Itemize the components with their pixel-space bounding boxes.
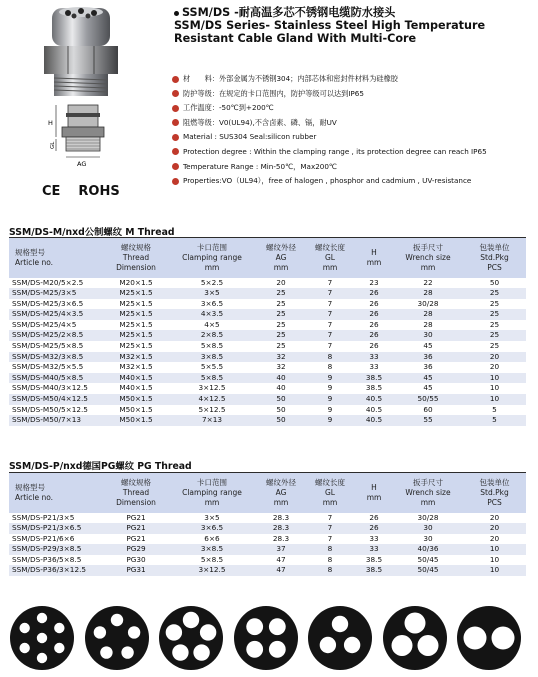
table-cell: 3×8.5	[167, 544, 257, 555]
table-cell: 28.3	[257, 534, 305, 545]
bullet-icon	[172, 105, 179, 112]
table-cell: 45	[393, 373, 463, 384]
column-header-line: mm	[420, 497, 436, 507]
table-row	[9, 309, 526, 320]
column-header-line: Thread	[122, 252, 150, 262]
table-cell: 40	[257, 373, 305, 384]
column-header-line: GL	[325, 252, 335, 262]
table-cell: 40	[257, 383, 305, 394]
pg-thread-body	[9, 513, 526, 577]
spec-list	[172, 72, 534, 189]
table-cell: SSM/DS-M40/5×8.5	[9, 373, 105, 384]
column-header-line: 包装单位	[479, 242, 510, 252]
table-cell: SSM/DS-P36/5×8.5	[9, 555, 105, 566]
table-cell: 28	[393, 309, 463, 320]
column-header-line: H	[371, 482, 377, 492]
column-header-line: 包装单位	[479, 477, 510, 487]
table-cell: 5	[463, 415, 526, 426]
table-cell: 5×8.5	[167, 373, 257, 384]
column-header-line: mm	[366, 492, 382, 502]
seal-3-hole-icon	[307, 605, 373, 671]
title-block	[174, 6, 536, 45]
ce-mark: CE	[42, 184, 61, 199]
column-header	[9, 238, 105, 278]
bullet-icon	[172, 148, 179, 155]
table-cell: 50	[257, 405, 305, 416]
table-cell: 25	[257, 341, 305, 352]
table-cell: SSM/DS-P21/6×6	[9, 534, 105, 545]
table-cell: 25	[257, 320, 305, 331]
table-cell: PG29	[105, 544, 167, 555]
column-header-line: mm	[420, 262, 436, 272]
table-cell: 26	[355, 330, 393, 341]
table-cell: SSM/DS-M25/4×3.5	[9, 309, 105, 320]
table-row	[9, 383, 526, 394]
column-header	[167, 473, 257, 513]
table-cell: 4×5	[167, 320, 257, 331]
table-cell: 2×8.5	[167, 330, 257, 341]
table-cell: 38.5	[355, 555, 393, 566]
table-cell: SSM/DS-M50/7×13	[9, 415, 105, 426]
column-header-line: Clamping range	[182, 487, 242, 497]
table-cell: SSM/DS-M25/5×8.5	[9, 341, 105, 352]
m-thread-title: SSM/DS-M/nxd公制螺纹 M Thread	[9, 227, 175, 238]
spec-text: 材 料：外部金属为不锈钢304；内部芯体和密封件材料为硅橡胶	[183, 74, 398, 83]
table-cell: 25	[257, 330, 305, 341]
table-row	[9, 299, 526, 310]
table-cell: 33	[355, 352, 393, 363]
column-header-line: AG	[275, 487, 287, 497]
table-cell: 32	[257, 362, 305, 373]
seal-4-hole-icon	[233, 605, 299, 671]
table-cell: 10	[463, 544, 526, 555]
table-row	[9, 415, 526, 426]
table-cell: PG21	[105, 534, 167, 545]
table-cell: 26	[355, 309, 393, 320]
bullet-icon	[172, 134, 179, 141]
table-cell: 26	[355, 299, 393, 310]
table-row	[9, 330, 526, 341]
table-cell: 38.5	[355, 383, 393, 394]
column-header-line: mm	[273, 497, 289, 507]
column-header-line: PCS	[487, 262, 502, 272]
column-header-line: H	[371, 247, 377, 257]
table-cell: 5×2.5	[167, 278, 257, 289]
column-header-line: Thread	[122, 487, 150, 497]
column-header-line: mm	[322, 497, 338, 507]
column-header-line: Dimension	[116, 262, 156, 272]
spec-item	[172, 160, 534, 175]
table-cell: 7	[305, 278, 355, 289]
table-cell: 3×12.5	[167, 565, 257, 576]
column-header	[257, 473, 305, 513]
table-row	[9, 405, 526, 416]
table-cell: 8	[305, 362, 355, 373]
table-cell: 50/45	[393, 565, 463, 576]
table-cell: 8	[305, 555, 355, 566]
table-cell: 36	[393, 352, 463, 363]
column-header-line: 卡口范围	[197, 242, 227, 252]
table-cell: 7	[305, 330, 355, 341]
table-cell: SSM/DS-M32/5×5.5	[9, 362, 105, 373]
table-cell: 9	[305, 383, 355, 394]
table-cell: 9	[305, 394, 355, 405]
table-cell: 33	[355, 544, 393, 555]
spec-item	[172, 130, 534, 145]
column-header-line: mm	[204, 497, 220, 507]
column-header	[105, 238, 167, 278]
title-en-line-2: Resistant Cable Gland With Multi-Core	[174, 32, 417, 45]
table-cell: 30	[393, 534, 463, 545]
spec-item	[172, 101, 534, 116]
table-cell: M25×1.5	[105, 309, 167, 320]
spec-item	[172, 145, 534, 160]
column-header	[393, 473, 463, 513]
cable-gland-illustration	[6, 4, 156, 169]
table-cell: 25	[463, 309, 526, 320]
table-row	[9, 523, 526, 534]
table-cell: 6×6	[167, 534, 257, 545]
seal-5-hole-icon	[84, 605, 150, 671]
table-cell: 45	[393, 341, 463, 352]
table-cell: PG30	[105, 555, 167, 566]
column-header-line: Article no.	[15, 492, 54, 502]
table-cell: PG21	[105, 513, 167, 524]
table-cell: SSM/DS-M20/5×2.5	[9, 278, 105, 289]
table-cell: 37	[257, 544, 305, 555]
table-cell: M50×1.5	[105, 415, 167, 426]
table-cell: 28	[393, 320, 463, 331]
table-cell: 55	[393, 415, 463, 426]
table-cell: M40×1.5	[105, 373, 167, 384]
table-cell: SSM/DS-P36/3×12.5	[9, 565, 105, 576]
table-cell: 7	[305, 309, 355, 320]
column-header-line: mm	[322, 262, 338, 272]
table-cell: 38.5	[355, 373, 393, 384]
title-cn	[174, 6, 536, 19]
table-cell: 30/28	[393, 513, 463, 524]
table-cell: 26	[355, 523, 393, 534]
spec-text: Material : SUS304 Seal:silicon rubber	[183, 132, 317, 142]
seal-insert-row	[9, 603, 531, 673]
column-header	[167, 238, 257, 278]
table-cell: 5×8.5	[167, 555, 257, 566]
table-cell: 25	[257, 288, 305, 299]
pg-thread-title: SSM/DS-P/nxd德国PG螺纹 PG Thread	[9, 461, 192, 472]
column-header	[355, 473, 393, 513]
table-row	[9, 373, 526, 384]
table-cell: 7	[305, 513, 355, 524]
seal-7-hole-icon	[9, 605, 75, 671]
spec-item	[172, 116, 534, 131]
table-cell: 26	[355, 513, 393, 524]
table-row	[9, 555, 526, 566]
table-row	[9, 534, 526, 545]
table-cell: 33	[355, 362, 393, 373]
table-cell: 28	[393, 288, 463, 299]
table-cell: 5	[463, 405, 526, 416]
table-cell: 7	[305, 523, 355, 534]
table-cell: 28.3	[257, 523, 305, 534]
table-cell: 7	[305, 534, 355, 545]
table-cell: SSM/DS-M50/5×12.5	[9, 405, 105, 416]
table-cell: 4×3.5	[167, 309, 257, 320]
column-header-line: 卡口范围	[197, 477, 227, 487]
table-cell: M50×1.5	[105, 394, 167, 405]
table-cell: 20	[463, 534, 526, 545]
table-cell: 47	[257, 565, 305, 576]
table-cell: 20	[463, 513, 526, 524]
table-cell: 40.5	[355, 405, 393, 416]
table-cell: 10	[463, 555, 526, 566]
table-row	[9, 341, 526, 352]
table-cell: 7	[305, 288, 355, 299]
title-en-line-1: SSM/DS Series- Stainless Steel High Temperature	[174, 19, 486, 32]
bullet-icon	[172, 163, 179, 170]
dim-label-gl: GL	[50, 141, 56, 149]
table-cell: 25	[257, 309, 305, 320]
table-cell: 50	[257, 394, 305, 405]
column-header	[393, 238, 463, 278]
table-cell: 50/55	[393, 394, 463, 405]
table-cell: 25	[257, 299, 305, 310]
table-cell: 9	[305, 373, 355, 384]
table-row	[9, 513, 526, 524]
table-row	[9, 544, 526, 555]
table-cell: SSM/DS-M25/2×8.5	[9, 330, 105, 341]
table-cell: SSM/DS-M25/4×5	[9, 320, 105, 331]
bullet-icon	[172, 90, 179, 97]
table-cell: 32	[257, 352, 305, 363]
table-cell: 3×12.5	[167, 383, 257, 394]
table-cell: 28.3	[257, 513, 305, 524]
pg-thread-table	[9, 472, 526, 576]
column-header	[463, 238, 526, 278]
column-header-line: mm	[366, 257, 382, 267]
column-header	[9, 473, 105, 513]
table-cell: 26	[355, 320, 393, 331]
table-cell: 60	[393, 405, 463, 416]
table-cell: M25×1.5	[105, 288, 167, 299]
table-cell: SSM/DS-M32/3×8.5	[9, 352, 105, 363]
product-image	[6, 4, 156, 169]
column-header-line: 规格型号	[15, 247, 45, 257]
table-cell: 45	[393, 383, 463, 394]
table-cell: 3×5	[167, 513, 257, 524]
table-cell: 7	[305, 341, 355, 352]
table-cell: SSM/DS-P21/3×5	[9, 513, 105, 524]
pg-thread-header	[9, 473, 526, 513]
table-cell: 30	[393, 523, 463, 534]
table-cell: 23	[355, 278, 393, 289]
table-cell: 40.5	[355, 415, 393, 426]
column-header-line: mm	[204, 262, 220, 272]
table-cell: 10	[463, 373, 526, 384]
m-thread-body	[9, 278, 526, 426]
table-cell: 20	[463, 523, 526, 534]
column-header	[355, 238, 393, 278]
table-cell: 33	[355, 534, 393, 545]
column-header-line: Wrench size	[405, 487, 451, 497]
table-cell: M50×1.5	[105, 405, 167, 416]
column-header-line: Wrench size	[405, 252, 451, 262]
column-header-line: 螺纹外径	[266, 477, 296, 487]
table-cell: 25	[463, 341, 526, 352]
table-cell: 3×6.5	[167, 523, 257, 534]
table-cell: 26	[355, 288, 393, 299]
table-cell: 25	[463, 330, 526, 341]
table-cell: 40.5	[355, 394, 393, 405]
table-cell: M25×1.5	[105, 341, 167, 352]
column-header-line: 规格型号	[15, 482, 45, 492]
column-header-line: 螺纹规格	[121, 477, 151, 487]
column-header-line: Clamping range	[182, 252, 242, 262]
column-header	[305, 473, 355, 513]
table-cell: 25	[463, 299, 526, 310]
table-cell: 10	[463, 383, 526, 394]
column-header-line: 螺纹长度	[315, 242, 345, 252]
m-thread-header	[9, 238, 526, 278]
table-row	[9, 394, 526, 405]
table-cell: 5×5.5	[167, 362, 257, 373]
column-header	[463, 473, 526, 513]
certification-marks	[42, 184, 138, 199]
table-cell: 50	[463, 278, 526, 289]
table-cell: 5×8.5	[167, 341, 257, 352]
table-cell: 8	[305, 352, 355, 363]
table-cell: M40×1.5	[105, 383, 167, 394]
table-cell: 36	[393, 362, 463, 373]
table-cell: PG31	[105, 565, 167, 576]
table-cell: 9	[305, 415, 355, 426]
bullet-icon	[172, 119, 179, 126]
table-cell: SSM/DS-P21/3×6.5	[9, 523, 105, 534]
column-header-line: PCS	[487, 497, 502, 507]
column-header	[257, 238, 305, 278]
column-header	[105, 473, 167, 513]
table-cell: 50/45	[393, 555, 463, 566]
table-cell: SSM/DS-M25/3×5	[9, 288, 105, 299]
table-cell: 38.5	[355, 565, 393, 576]
table-cell: 3×6.5	[167, 299, 257, 310]
title-bullet-icon	[174, 11, 179, 16]
table-cell: 9	[305, 405, 355, 416]
table-cell: 10	[463, 394, 526, 405]
table-cell: 20	[463, 352, 526, 363]
spec-text: 阻燃等级：V0(UL94),不含卤素、磷、镉，耐UV	[183, 117, 337, 127]
table-cell: M25×1.5	[105, 320, 167, 331]
table-row	[9, 565, 526, 576]
spec-item	[172, 72, 534, 87]
spec-item	[172, 174, 534, 189]
title-cn-text: SSM/DS -耐高温多芯不锈钢电缆防水接头	[182, 6, 396, 19]
table-cell: 8	[305, 565, 355, 576]
table-cell: 20	[257, 278, 305, 289]
table-cell: M25×1.5	[105, 330, 167, 341]
table-cell: 3×8.5	[167, 352, 257, 363]
table-cell: SSM/DS-P29/3×8.5	[9, 544, 105, 555]
table-cell: M25×1.5	[105, 299, 167, 310]
table-row	[9, 352, 526, 363]
column-header-line: mm	[273, 262, 289, 272]
table-cell: 10	[463, 565, 526, 576]
table-cell: M32×1.5	[105, 352, 167, 363]
table-row	[9, 288, 526, 299]
dim-label-ag: AG	[77, 160, 87, 168]
spec-text: 防护等级：在规定的卡口范围内，防护等级可以达到IP65	[183, 88, 364, 98]
bullet-icon	[172, 178, 179, 185]
table-cell: 30	[393, 330, 463, 341]
column-header-line: 扳手尺寸	[413, 242, 443, 252]
seal-3-hole-large-icon	[382, 605, 448, 671]
dim-label-h: H	[48, 119, 53, 127]
table-cell: 25	[463, 320, 526, 331]
table-cell: 30/28	[393, 299, 463, 310]
table-row	[9, 278, 526, 289]
table-cell: 22	[393, 278, 463, 289]
table-cell: 3×5	[167, 288, 257, 299]
table-cell: 25	[463, 288, 526, 299]
table-cell: 7	[305, 299, 355, 310]
column-header-line: Article no.	[15, 257, 54, 267]
table-cell: 7	[305, 320, 355, 331]
column-header-line: AG	[275, 252, 287, 262]
column-header-line: 螺纹长度	[315, 477, 345, 487]
column-header-line: Std.Pkg	[480, 487, 509, 497]
column-header-line: GL	[325, 487, 335, 497]
spec-item	[172, 87, 534, 102]
table-cell: 8	[305, 544, 355, 555]
table-cell: 20	[463, 362, 526, 373]
table-row	[9, 362, 526, 373]
m-thread-table	[9, 237, 526, 426]
table-cell: SSM/DS-M40/3×12.5	[9, 383, 105, 394]
table-cell: SSM/DS-M25/3×6.5	[9, 299, 105, 310]
table-cell: M32×1.5	[105, 362, 167, 373]
column-header-line: 螺纹外径	[266, 242, 296, 252]
spec-text: Temperature Range : Min-50℃，Max200℃	[183, 161, 337, 171]
seal-5-hole-large-icon	[158, 605, 224, 671]
table-cell: 50	[257, 415, 305, 426]
table-cell: 47	[257, 555, 305, 566]
table-cell: PG21	[105, 523, 167, 534]
table-cell: 7×13	[167, 415, 257, 426]
table-cell: M20×1.5	[105, 278, 167, 289]
spec-text: 工作温度：-50℃到+200℃	[183, 103, 274, 113]
table-cell: 5×12.5	[167, 405, 257, 416]
column-header-line: 扳手尺寸	[413, 477, 443, 487]
table-cell: 4×12.5	[167, 394, 257, 405]
table-cell: SSM/DS-M50/4×12.5	[9, 394, 105, 405]
spec-text: Protection degree : Within the clamping range , its protection degree can reach IP65	[183, 146, 487, 156]
column-header	[305, 238, 355, 278]
table-cell: 40/36	[393, 544, 463, 555]
column-header-line: 螺纹规格	[121, 242, 151, 252]
spec-text: Properties:VO（UL94），free of halogen , phosphor and cadmium , UV-resistance	[183, 176, 472, 186]
column-header-line: Std.Pkg	[480, 252, 509, 262]
seal-2-hole-icon	[456, 605, 522, 671]
rohs-mark: ROHS	[78, 184, 120, 199]
column-header-line: Dimension	[116, 497, 156, 507]
table-cell: 26	[355, 341, 393, 352]
bullet-icon	[172, 76, 179, 83]
table-row	[9, 320, 526, 331]
